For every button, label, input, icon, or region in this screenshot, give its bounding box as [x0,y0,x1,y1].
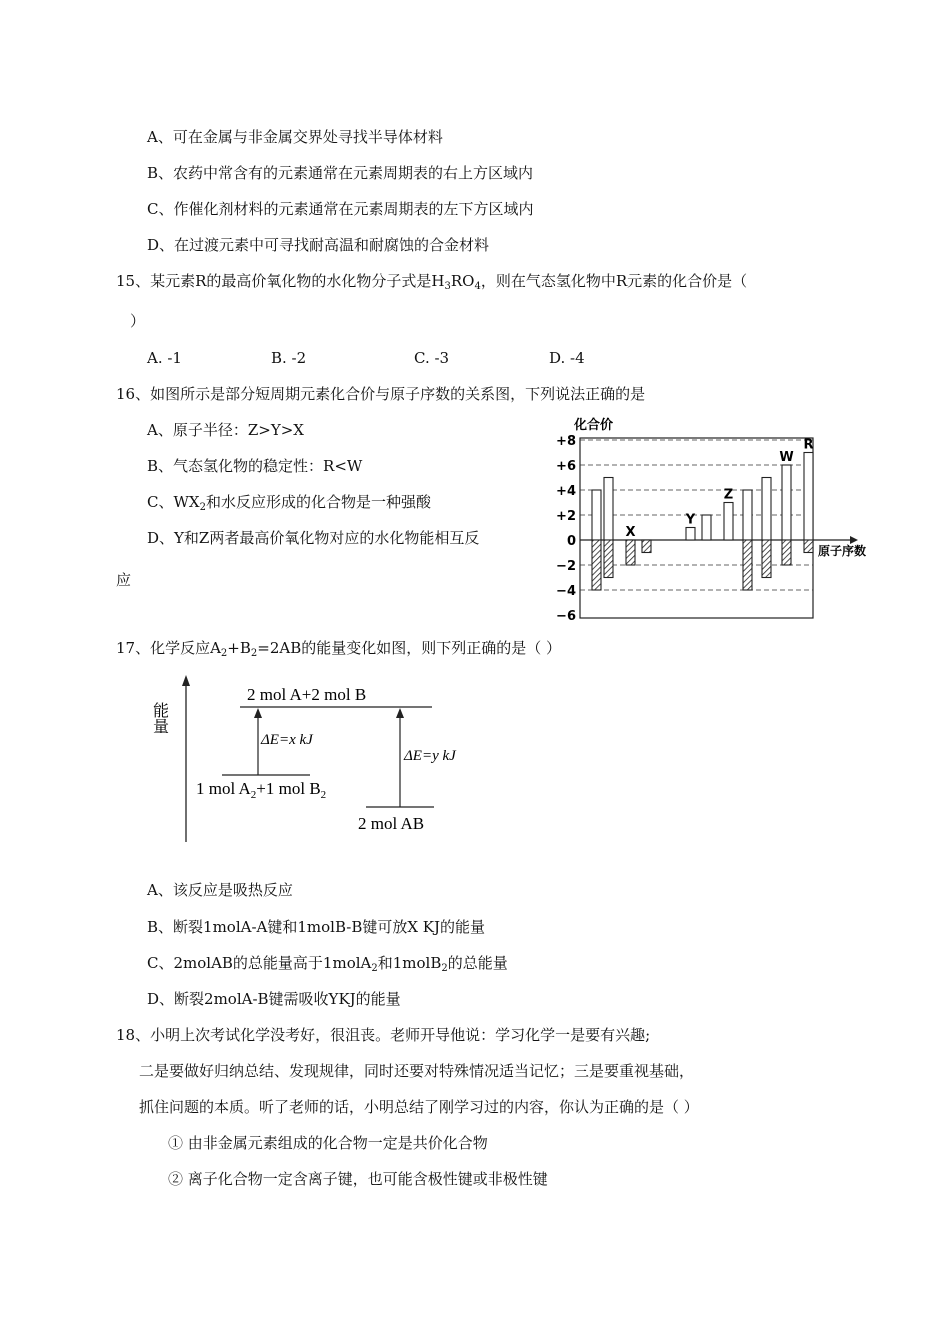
bar-negative [804,540,813,553]
q15-paren: ） [130,312,146,330]
point-label: Y [685,512,696,528]
bar-positive [724,503,733,541]
bar-positive [592,490,601,540]
q15-option-b: B. -2 [271,349,307,367]
y-tick-label: +8 [556,434,576,449]
q15-option-a: A. -1 [147,349,182,367]
bar-negative [642,540,651,553]
y-tick-label: +6 [556,459,576,474]
valence-chart [540,412,885,627]
bar-negative [762,540,771,578]
q17-option-a: A、该反应是吸热反应 [147,881,293,899]
y-tick-label: 0 [566,534,576,549]
arrow-y-head [396,708,404,718]
x-axis-arrow [850,536,858,544]
bar-positive [782,465,791,540]
energy-axis-label: 能量 [150,702,170,734]
q18-item-2: ② 离子化合物一定含离子键，也可能含极性键或非极性键 [168,1170,548,1188]
point-label: X [625,525,636,540]
bar-positive [762,478,771,541]
delta-e-y: ΔE=y kJ [404,748,456,764]
q15-stem: 15、某元素R的最高价氧化物的水化物分子式是$H_3RO_4$，则在气态氢化物中R元素的化合价是（ [116,272,748,292]
chart-ylabel: 化合价 [574,418,614,433]
bar-negative [626,540,635,565]
q18-line-3: 抓住问题的本质。听了老师的话，小明总结了刚学习过的内容，你认为正确的是（ ） [139,1098,699,1116]
q17-option-d: D、断裂2molA-B键需吸收YKJ的能量 [147,990,401,1008]
q18-item-1: ① 由非金属元素组成的化合物一定是共价化合物 [168,1134,488,1152]
q15-option-d: D. -4 [549,349,585,367]
bar-positive [604,478,613,541]
q16-option-b: B、气态氢化物的稳定性：R<W [147,457,363,475]
bar-negative [604,540,613,578]
level-bottom-label: 2 mol AB [358,814,425,833]
y-tick-label: −2 [556,559,576,574]
bar-positive [804,453,813,541]
q16-option-a: A、原子半径：Z>Y>X [147,421,304,439]
energy-axis-arrow [182,675,190,686]
level-top-label: 2 mol A+2 mol B [247,685,367,704]
energy-diagram [150,672,490,847]
point-label: R [803,437,814,453]
delta-e-x: ΔE=x kJ [261,732,313,748]
y-tick-label: −4 [556,584,576,599]
bar-positive [686,528,695,541]
bar-positive [702,515,711,540]
q16-option-d: D、Y和Z两者最高价氧化物对应的水化物能相互反 [147,529,480,547]
q17-stem: 17、化学反应$A_2+B_2=2AB$的能量变化如图，则下列正确的是（ ） [116,639,562,659]
y-tick-label: −6 [556,609,576,624]
q16-stem: 16、如图所示是部分短周期元素化合价与原子序数的关系图，下列说法正确的是 [116,385,646,403]
chart-xlabel: 原子序数 [818,544,867,558]
y-tick-label: +2 [556,509,576,524]
q14-option-b: B、农药中常含有的元素通常在元素周期表的右上方区域内 [147,164,534,182]
q14-option-d: D、在过渡元素中可寻找耐高温和耐腐蚀的合金材料 [147,236,490,254]
q18-line-2: 二是要做好归纳总结、发现规律，同时还要对特殊情况适当记忆；三是要重视基础， [139,1062,695,1080]
point-label: Z [723,487,734,503]
bar-negative [592,540,601,590]
level-mid-label: 1 mol $A_2+1$ mol $B_2$ [196,779,327,801]
bar-positive [743,490,752,540]
arrow-x-head [254,708,262,718]
q16-option-d-cont: 应 [116,571,132,589]
q16-option-c: C、$WX_2$和水反应形成的化合物是一种强酸 [147,493,431,513]
q18-line-1: 18、小明上次考试化学没考好，很沮丧。老师开导他说：学习化学一是要有兴趣; [116,1026,651,1044]
q17-option-c: C、2molAB的总能量高于1molA$_2$和1molB$_2$的总能量 [147,954,508,974]
q14-option-a: A、可在金属与非金属交界处寻找半导体材料 [147,128,443,146]
q17-option-b: B、断裂1molA-A键和1molB-B键可放X KJ的能量 [147,918,486,936]
point-label: W [779,450,794,465]
bar-negative [782,540,791,565]
q14-option-c: C、作催化剂材料的元素通常在元素周期表的左下方区域内 [147,200,534,218]
bar-negative [743,540,752,590]
q15-option-c: C. -3 [414,349,450,367]
y-tick-label: +4 [556,484,576,499]
